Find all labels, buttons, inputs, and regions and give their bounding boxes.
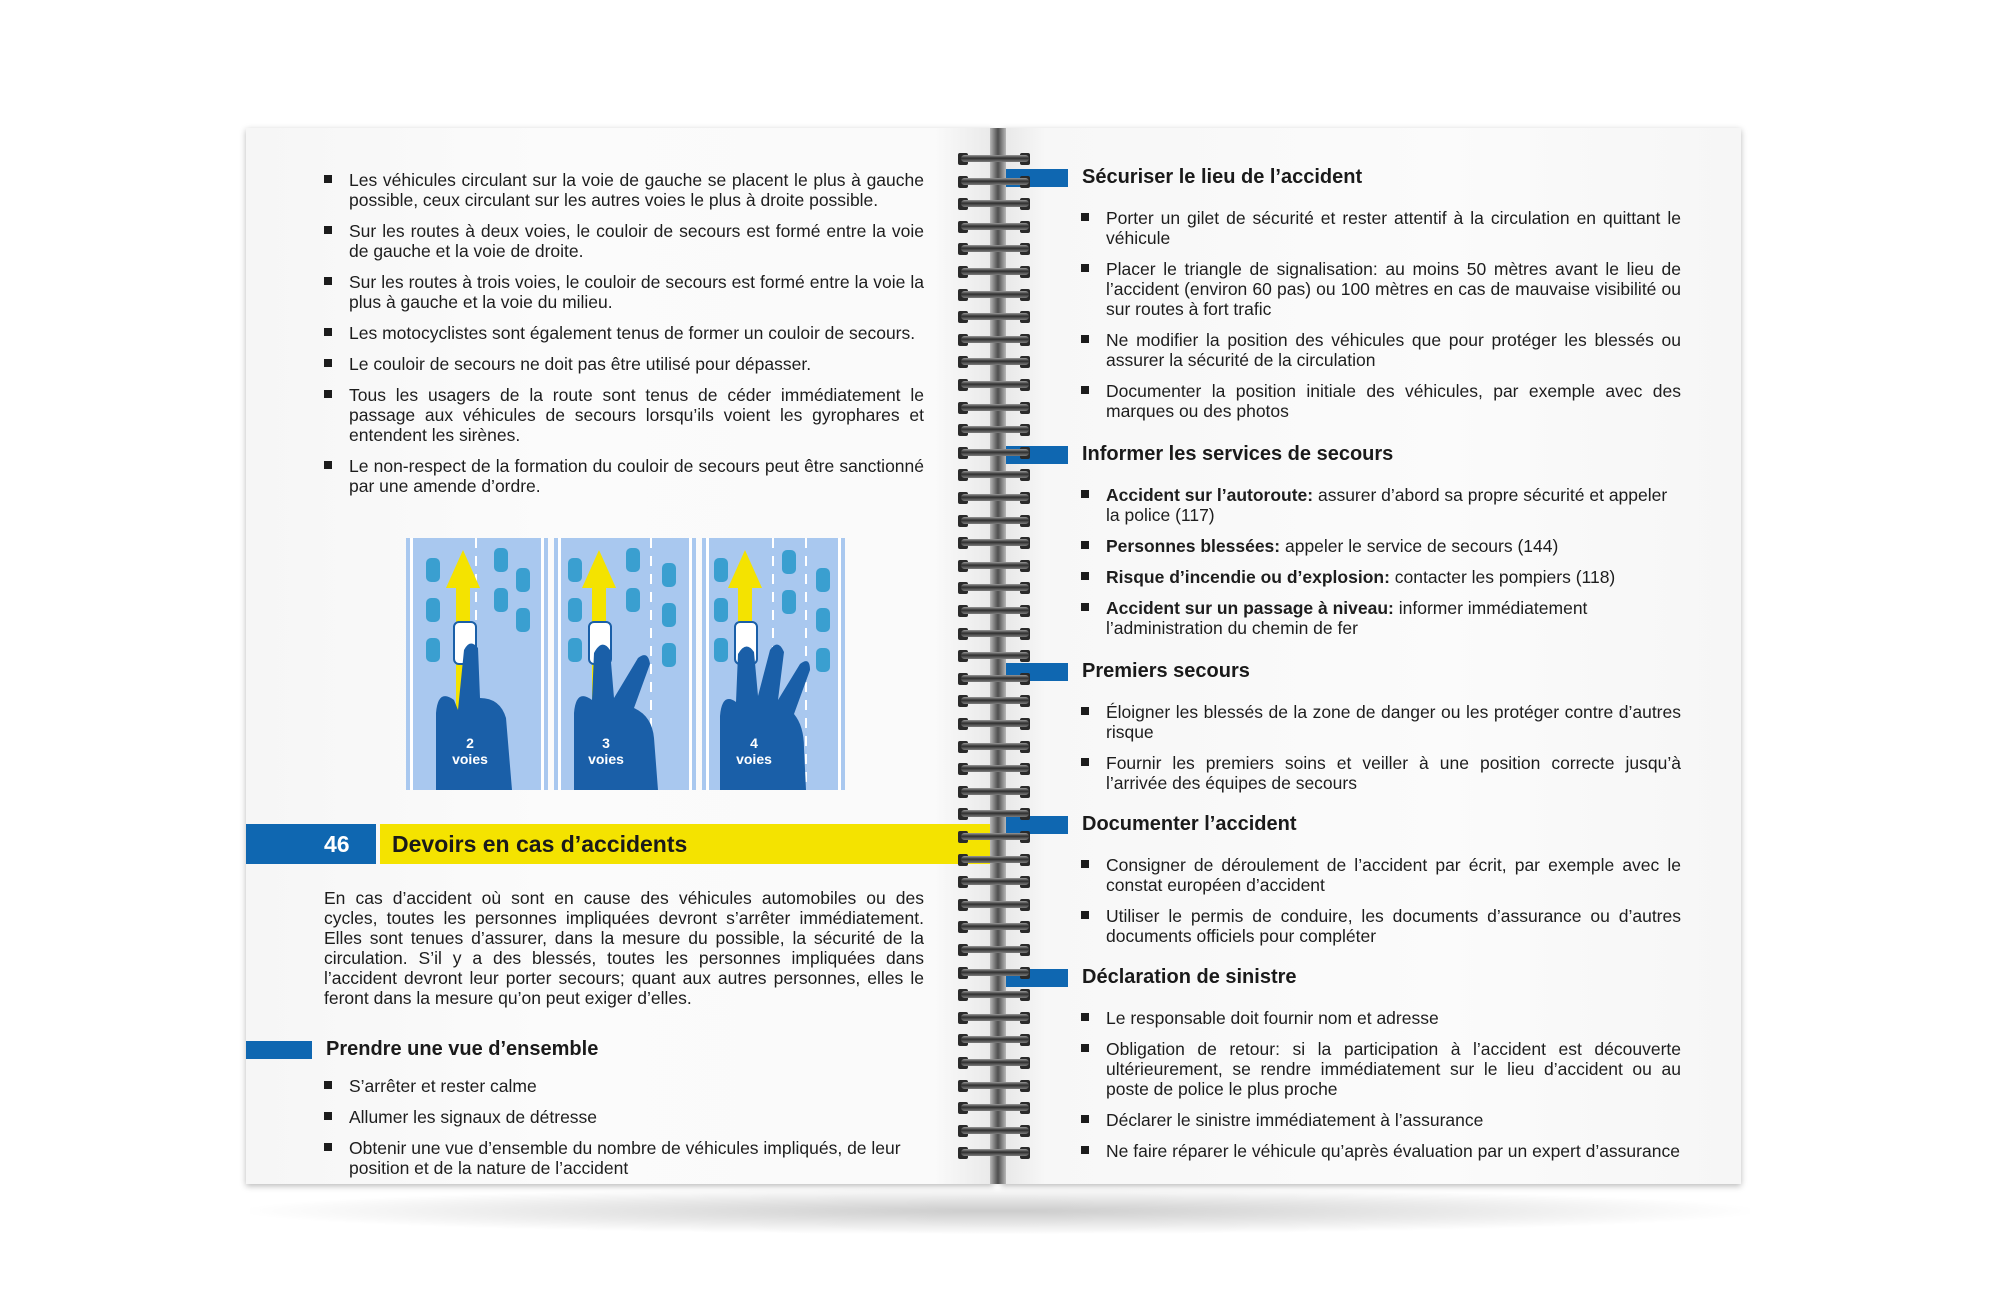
bullet-square-icon (1081, 758, 1089, 766)
ring-wire (961, 1149, 1029, 1156)
bullet-square-icon (324, 461, 332, 469)
list-item: Documenter la position initiale des véhicules, par exemple avec des marques ou des photos (1081, 381, 1681, 421)
ring-wire (961, 901, 1029, 908)
binding-ring (955, 1122, 1035, 1140)
binding-ring (955, 986, 1035, 1004)
ring-wire (961, 969, 1029, 976)
ring-wire (961, 449, 1029, 456)
binding-ring (955, 1054, 1035, 1072)
binding-ring (955, 376, 1035, 394)
ring-wire (961, 313, 1029, 320)
ring-wire (961, 856, 1029, 863)
ring-wire (961, 1082, 1029, 1089)
bullet-square-icon (324, 328, 332, 336)
section-marker (246, 1041, 312, 1059)
binding-ring (955, 331, 1035, 349)
ring-wire (961, 607, 1029, 614)
section-list (1081, 485, 1681, 649)
binding-ring (955, 240, 1035, 258)
list-item: Risque d’incendie ou d’explosion: contacter les pompiers (118) (1081, 567, 1681, 587)
binding-ring (955, 602, 1035, 620)
section-title: Premiers secours (1082, 660, 1250, 682)
ring-wire (961, 991, 1029, 998)
bullet-square-icon (1081, 541, 1089, 549)
chapter-title-bar (380, 824, 994, 864)
list-item: S’arrêter et rester calme (324, 1076, 924, 1096)
bullet-square-icon (324, 390, 332, 398)
ring-wire (961, 178, 1029, 185)
chapter-number: 46 (246, 824, 376, 864)
binding-ring (955, 263, 1035, 281)
bullet-square-icon (1081, 911, 1089, 919)
section-title: Prendre une vue d’ensemble (326, 1038, 599, 1060)
list-item: Utiliser le permis de conduire, les documents d’assurance ou d’autres documents officiels pour compléter (1081, 906, 1681, 946)
list-item: Obtenir une vue d’ensemble du nombre de véhicules impliqués, de leur position et de la nature de l’accident (324, 1138, 924, 1178)
left-page (246, 128, 994, 1184)
ring-wire (961, 697, 1029, 704)
section-heading (1001, 966, 1741, 988)
list-item: Ne modifier la position des véhicules que pour protéger les blessés ou assurer la sécurité de la circulation (1081, 330, 1681, 370)
binding-ring (955, 625, 1035, 643)
binding-ring (955, 286, 1035, 304)
binding-ring (955, 1144, 1035, 1162)
ring-wire (961, 1127, 1029, 1134)
right-page (1001, 128, 1741, 1184)
bullet-square-icon (324, 226, 332, 234)
binding-ring (955, 557, 1035, 575)
binding-ring (955, 918, 1035, 936)
binding-ring (955, 964, 1035, 982)
ring-wire (961, 268, 1029, 275)
list-item: Porter un gilet de sécurité et rester attentif à la circulation en quittant le véhicule (1081, 208, 1681, 248)
road-panel (702, 538, 845, 790)
list-item: Ne faire réparer le véhicule qu’après évaluation par un expert d’assurance (1081, 1141, 1681, 1161)
section-heading (1001, 813, 1741, 835)
list-item: Sur les routes à deux voies, le couloir de secours est formé entre la voie de gauche et la voie de droite. (324, 221, 924, 261)
ring-wire (961, 562, 1029, 569)
binding-ring (955, 760, 1035, 778)
ring-wire (961, 200, 1029, 207)
bullet-square-icon (1081, 490, 1089, 498)
list-item: Les véhicules circulant sur la voie de gauche se placent le plus à gauche possible, ceux circulant sur les autres voies le plus à droite possible. (324, 170, 924, 210)
binding-ring (955, 738, 1035, 756)
bullet-square-icon (324, 277, 332, 285)
bullet-square-icon (324, 1081, 332, 1089)
binding-ring (955, 896, 1035, 914)
binding-ring (955, 1099, 1035, 1117)
list-item: Déclarer le sinistre immédiatement à l’assurance (1081, 1110, 1681, 1130)
binding-ring (955, 828, 1035, 846)
emergency-corridor-list (324, 170, 924, 507)
road-panel (554, 538, 696, 790)
ring-wire (961, 675, 1029, 682)
bullet-square-icon (1081, 1013, 1089, 1021)
ring-wire (961, 1014, 1029, 1021)
ring-wire (961, 1104, 1029, 1111)
binding-ring (955, 195, 1035, 213)
list-item: Consigner de déroulement de l’accident par écrit, par exemple avec le constat européen d’accident (1081, 855, 1681, 895)
binding-ring (955, 466, 1035, 484)
list-item: Allumer les signaux de détresse (324, 1107, 924, 1127)
section-list (1081, 1008, 1681, 1172)
binding-ring (955, 715, 1035, 733)
list-item: Les motocyclistes sont également tenus de former un couloir de secours. (324, 323, 924, 343)
binding-ring (955, 1031, 1035, 1049)
ring-wire (961, 291, 1029, 298)
binding-ring (955, 512, 1035, 530)
ring-wire (961, 720, 1029, 727)
bullet-square-icon (324, 1143, 332, 1151)
ring-wire (961, 630, 1029, 637)
ring-wire (961, 788, 1029, 795)
list-item: Placer le triangle de signalisation: au moins 50 mètres avant le lieu de l’accident (environ 60 pas) ou 100 mètres en cas de mauvaise visibilité ou sur routes à fort trafic (1081, 259, 1681, 319)
binding-ring (955, 421, 1035, 439)
list-item: Accident sur un passage à niveau: informer immédiatement l’administration du chemin de fer (1081, 598, 1681, 638)
ring-wire (961, 810, 1029, 817)
list-item: Le couloir de secours ne doit pas être utilisé pour dépasser. (324, 354, 924, 374)
ring-wire (961, 358, 1029, 365)
binding-ring (955, 941, 1035, 959)
book-shadow (250, 1188, 1750, 1234)
list-item: Sur les routes à trois voies, le couloir de secours est formé entre la voie la plus à gauche et la voie du milieu. (324, 272, 924, 312)
bullet-square-icon (324, 359, 332, 367)
lane-count-label: voies (736, 751, 772, 767)
bullet-square-icon (1081, 1146, 1089, 1154)
ring-wire (961, 245, 1029, 252)
ring-wire (961, 517, 1029, 524)
binding-ring (955, 218, 1035, 236)
ring-wire (961, 923, 1029, 930)
bullet-square-icon (1081, 1044, 1089, 1052)
bullet-square-icon (324, 1112, 332, 1120)
ring-wire (961, 743, 1029, 750)
section-heading (1001, 443, 1741, 465)
list-item: Tous les usagers de la route sont tenus de céder immédiatement le passage aux véhicules de secours lorsqu’ils voient les gyrophares et entendent les sirènes. (324, 385, 924, 445)
bullet-square-icon (1081, 860, 1089, 868)
section-title: Sécuriser le lieu de l’accident (1082, 166, 1363, 188)
emergency-corridor-illustration (406, 538, 845, 790)
ring-wire (961, 584, 1029, 591)
spiral-binding (955, 150, 1035, 1170)
ring-wire (961, 1036, 1029, 1043)
section-heading (1001, 660, 1741, 682)
ring-wire (961, 223, 1029, 230)
ring-wire (961, 1059, 1029, 1066)
binding-ring (955, 670, 1035, 688)
binding-ring (955, 647, 1035, 665)
binding-ring (955, 444, 1035, 462)
binding-ring (955, 579, 1035, 597)
list-item: Fournir les premiers soins et veiller à une position correcte jusqu’à l’arrivée des équipes de secours (1081, 753, 1681, 793)
chapter-title: Devoirs en cas d’accidents (392, 831, 688, 857)
binding-ring (955, 805, 1035, 823)
ring-wire (961, 155, 1029, 162)
binding-ring (955, 489, 1035, 507)
ring-wire (961, 336, 1029, 343)
section-heading (246, 1038, 994, 1060)
bullet-square-icon (1081, 335, 1089, 343)
chapter-intro-paragraph: En cas d’accident où sont en cause des véhicules automobiles ou des cycles, toutes les personnes impliquées devront s’arrêter immédiatement. Elles sont tenues d’assurer, dans la mesure du possible, la sécurité de la circulation. S’il y a des blessés, toutes les personnes impliquées dans l’accident devront leur porter secours; quant aux autres personnes, elles le feront dans la mesure qu’on peut exiger d’elles. (324, 888, 924, 1008)
binding-ring (955, 1077, 1035, 1095)
section-heading (1001, 166, 1741, 188)
ring-wire (961, 426, 1029, 433)
bullet-square-icon (1081, 603, 1089, 611)
list-item: Le responsable doit fournir nom et adresse (1081, 1008, 1681, 1028)
lane-count-label: voies (452, 751, 488, 767)
ring-wire (961, 946, 1029, 953)
section-list (1081, 208, 1681, 432)
bullet-square-icon (324, 175, 332, 183)
chapter-heading (246, 824, 994, 864)
section-list (1081, 855, 1681, 957)
ring-wire (961, 833, 1029, 840)
binding-ring (955, 1009, 1035, 1027)
lane-count-number: 2 (466, 735, 474, 751)
list-item: Personnes blessées: appeler le service de secours (144) (1081, 536, 1681, 556)
lane-count-number: 3 (602, 735, 610, 751)
ring-wire (961, 381, 1029, 388)
overview-list (324, 1076, 924, 1184)
section-title: Documenter l’accident (1082, 813, 1297, 835)
binding-ring (955, 851, 1035, 869)
ring-wire (961, 539, 1029, 546)
bullet-square-icon (1081, 707, 1089, 715)
binding-ring (955, 173, 1035, 191)
ring-wire (961, 652, 1029, 659)
ring-wire (961, 494, 1029, 501)
section-title: Déclaration de sinistre (1082, 966, 1297, 988)
bullet-square-icon (1081, 572, 1089, 580)
binding-ring (955, 150, 1035, 168)
section-list (1081, 702, 1681, 804)
bullet-square-icon (1081, 264, 1089, 272)
section-title: Informer les services de secours (1082, 443, 1394, 465)
binding-ring (955, 692, 1035, 710)
binding-ring (955, 308, 1035, 326)
binding-ring (955, 399, 1035, 417)
ring-wire (961, 471, 1029, 478)
binding-ring (955, 353, 1035, 371)
lane-count-number: 4 (750, 735, 758, 751)
binding-ring (955, 783, 1035, 801)
list-item: Éloigner les blessés de la zone de danger ou les protéger contre d’autres risque (1081, 702, 1681, 742)
binding-ring (955, 873, 1035, 891)
ring-wire (961, 878, 1029, 885)
binding-ring (955, 534, 1035, 552)
bullet-square-icon (1081, 213, 1089, 221)
list-item: Obligation de retour: si la participation à l’accident est découverte ultérieurement, se rendre immédiatement sur le lieu d’accident ou au poste de police le plus proche (1081, 1039, 1681, 1099)
ring-wire (961, 765, 1029, 772)
lane-count-label: voies (588, 751, 624, 767)
bullet-square-icon (1081, 1115, 1089, 1123)
list-item: Le non-respect de la formation du couloir de secours peut être sanctionné par une amende d’ordre. (324, 456, 924, 496)
bullet-square-icon (1081, 386, 1089, 394)
ring-wire (961, 404, 1029, 411)
list-item: Accident sur l’autoroute: assurer d’abord sa propre sécurité et appeler la police (117) (1081, 485, 1681, 525)
